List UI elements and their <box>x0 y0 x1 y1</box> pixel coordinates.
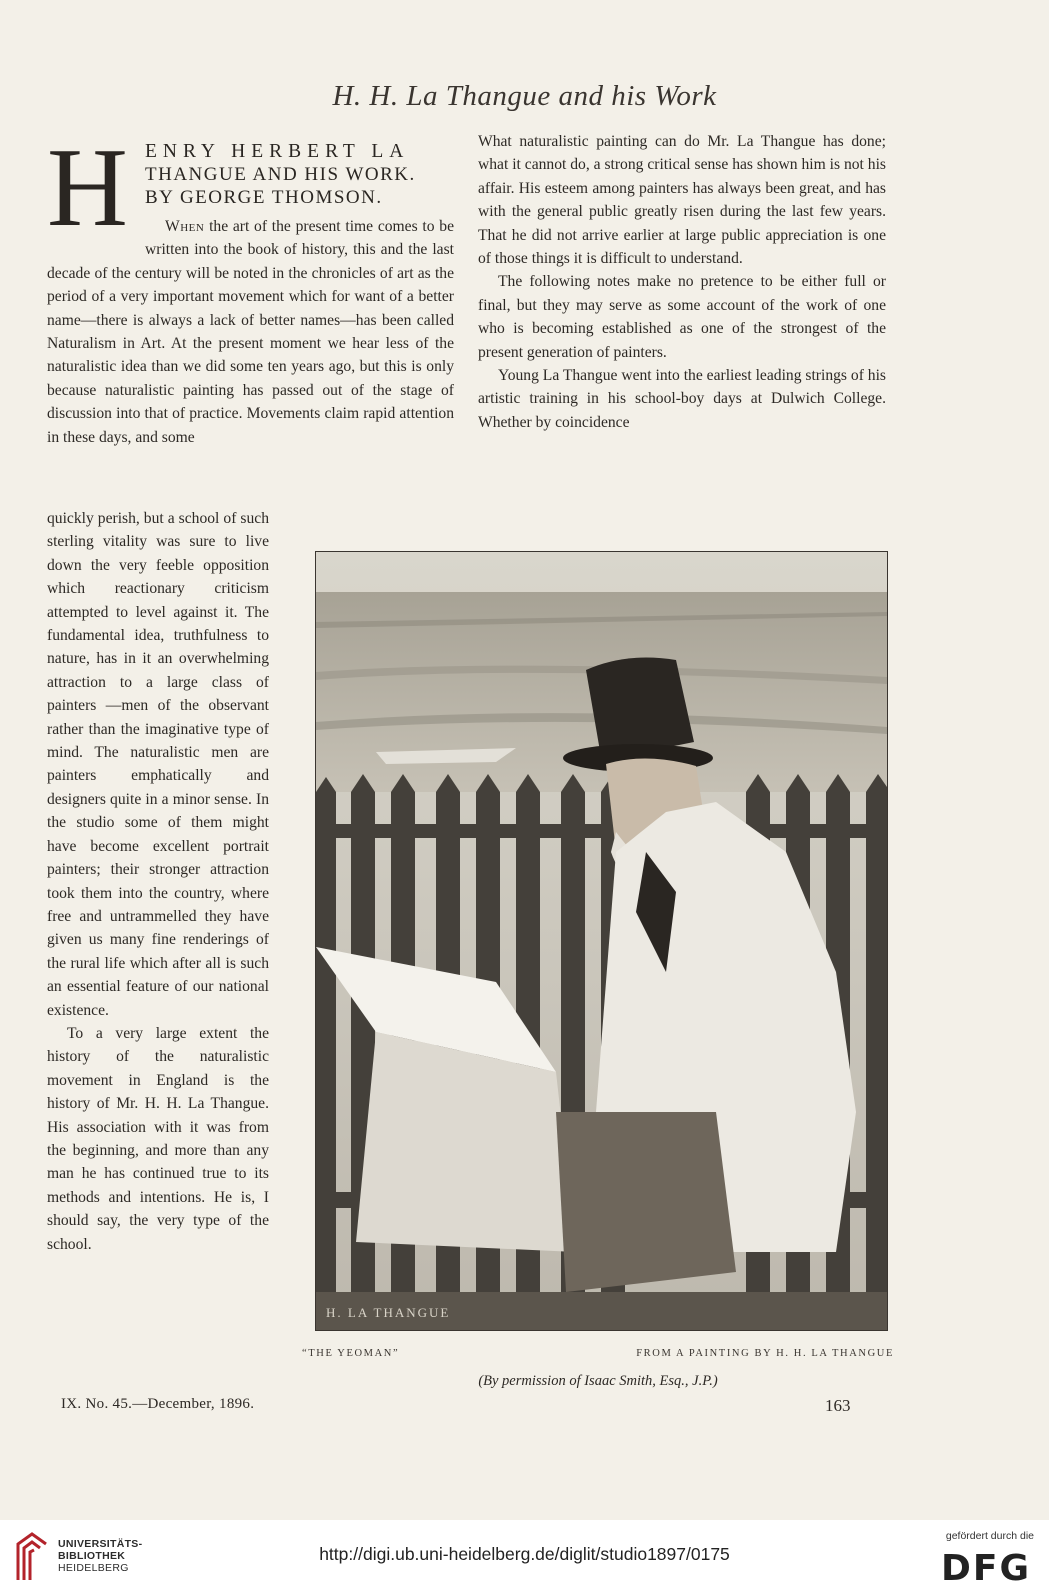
funded-by-label: gefördert durch die <box>945 1530 1034 1542</box>
article-title-line-2: THANGUE AND HIS WORK. <box>145 164 416 185</box>
running-head: H. H. La Thangue and his Work <box>332 80 717 112</box>
article-byline: BY GEORGE THOMSON. <box>145 187 383 208</box>
library-name-line-3: HEIDELBERG <box>58 1562 129 1574</box>
opening-word: When <box>165 218 205 235</box>
right-paragraph-2: The following notes make no pretence to be either full or final, but they may serve as some account of the work of one who is becoming established as one of the strongest of the present generation of painters. <box>478 273 886 361</box>
right-column <box>478 130 886 434</box>
page-number: 163 <box>825 1396 851 1415</box>
painting-signature: H. LA THANGUE <box>326 1305 451 1320</box>
article-title-line-1: ENRY HERBERT LA <box>145 141 410 162</box>
painting-illustration <box>315 551 888 1331</box>
drop-cap: H <box>47 126 128 250</box>
digitization-bar <box>0 1520 1049 1595</box>
left-narrow-paragraph-1: quickly perish, but a school of such sterling vitality was sure to live down the very feeble opposition which reactionary criticism attempted to level against it. The fundamental idea, truthfulness to nature, has in it an overwhelming attraction to a large class of painters —men of the observant rather than the imaginative type of mind. The naturalistic men are painters emphatically and designers quite in a minor sense. In the studio some of them might have become excellent portrait painters; their stronger attraction took them into the country, where free and untrammelled they have given us many fine renderings of the rural life which after all is such an essential feature of our national existence. <box>47 510 269 1019</box>
permalink-url[interactable]: http://digi.ub.uni-heidelberg.de/diglit/studio1897/0175 <box>319 1544 730 1564</box>
left-narrow-column <box>47 507 269 1256</box>
left-narrow-paragraph-2: To a very large extent the history of the naturalistic movement in England is the history of Mr. H. H. La Thangue. His association with it was from the beginning, and more than any man he has continued true to its methods and intentions. He is, I should say, the very type of the school. <box>47 1024 269 1253</box>
library-name-line-1: UNIVERSITÄTS- <box>58 1538 143 1550</box>
permission-note: (By permission of Isaac Smith, Esq., J.P.) <box>478 1373 718 1389</box>
right-paragraph-3: Young La Thangue went into the earliest leading strings of his artistic training in his school-boy days at Dulwich College. Whether by coincidence <box>478 367 886 431</box>
opening-paragraph <box>47 215 454 449</box>
issue-line: IX. No. 45.—December, 1896. <box>61 1396 255 1412</box>
caption-title: “THE YEOMAN” <box>302 1348 400 1359</box>
dfg-logo: DFG <box>940 1548 1031 1589</box>
figure-caption <box>302 1348 894 1366</box>
opening-paragraph-text: the art of the present time comes to be written into the book of history, this and the last decade of the century will be noted in the chronicles of art as the period of a very important movement which for want of a better name—there is always a lack of better names—has been called Naturalism in Art. At the present moment we hear less of the naturalistic idea than we did some ten years ago, but this is only because naturalistic painting has passed out of the stage of discussion into that of practice. Movements claim rapid attention in these days, and some <box>47 218 454 446</box>
article-opening-column <box>47 126 454 449</box>
right-paragraph-1: What naturalistic painting can do Mr. La Thangue has done; what it cannot do, a strong critical sense has shown him is not his affair. His esteem among painters has always been great, and has with the general public greatly risen during the last few years. That he did not arrive earlier at large public appreciation is one of those things it is difficult to understand. <box>478 133 886 268</box>
caption-credit: FROM A PAINTING BY H. H. LA THANGUE <box>636 1348 894 1359</box>
library-name-line-2: BIBLIOTHEK <box>58 1550 126 1562</box>
